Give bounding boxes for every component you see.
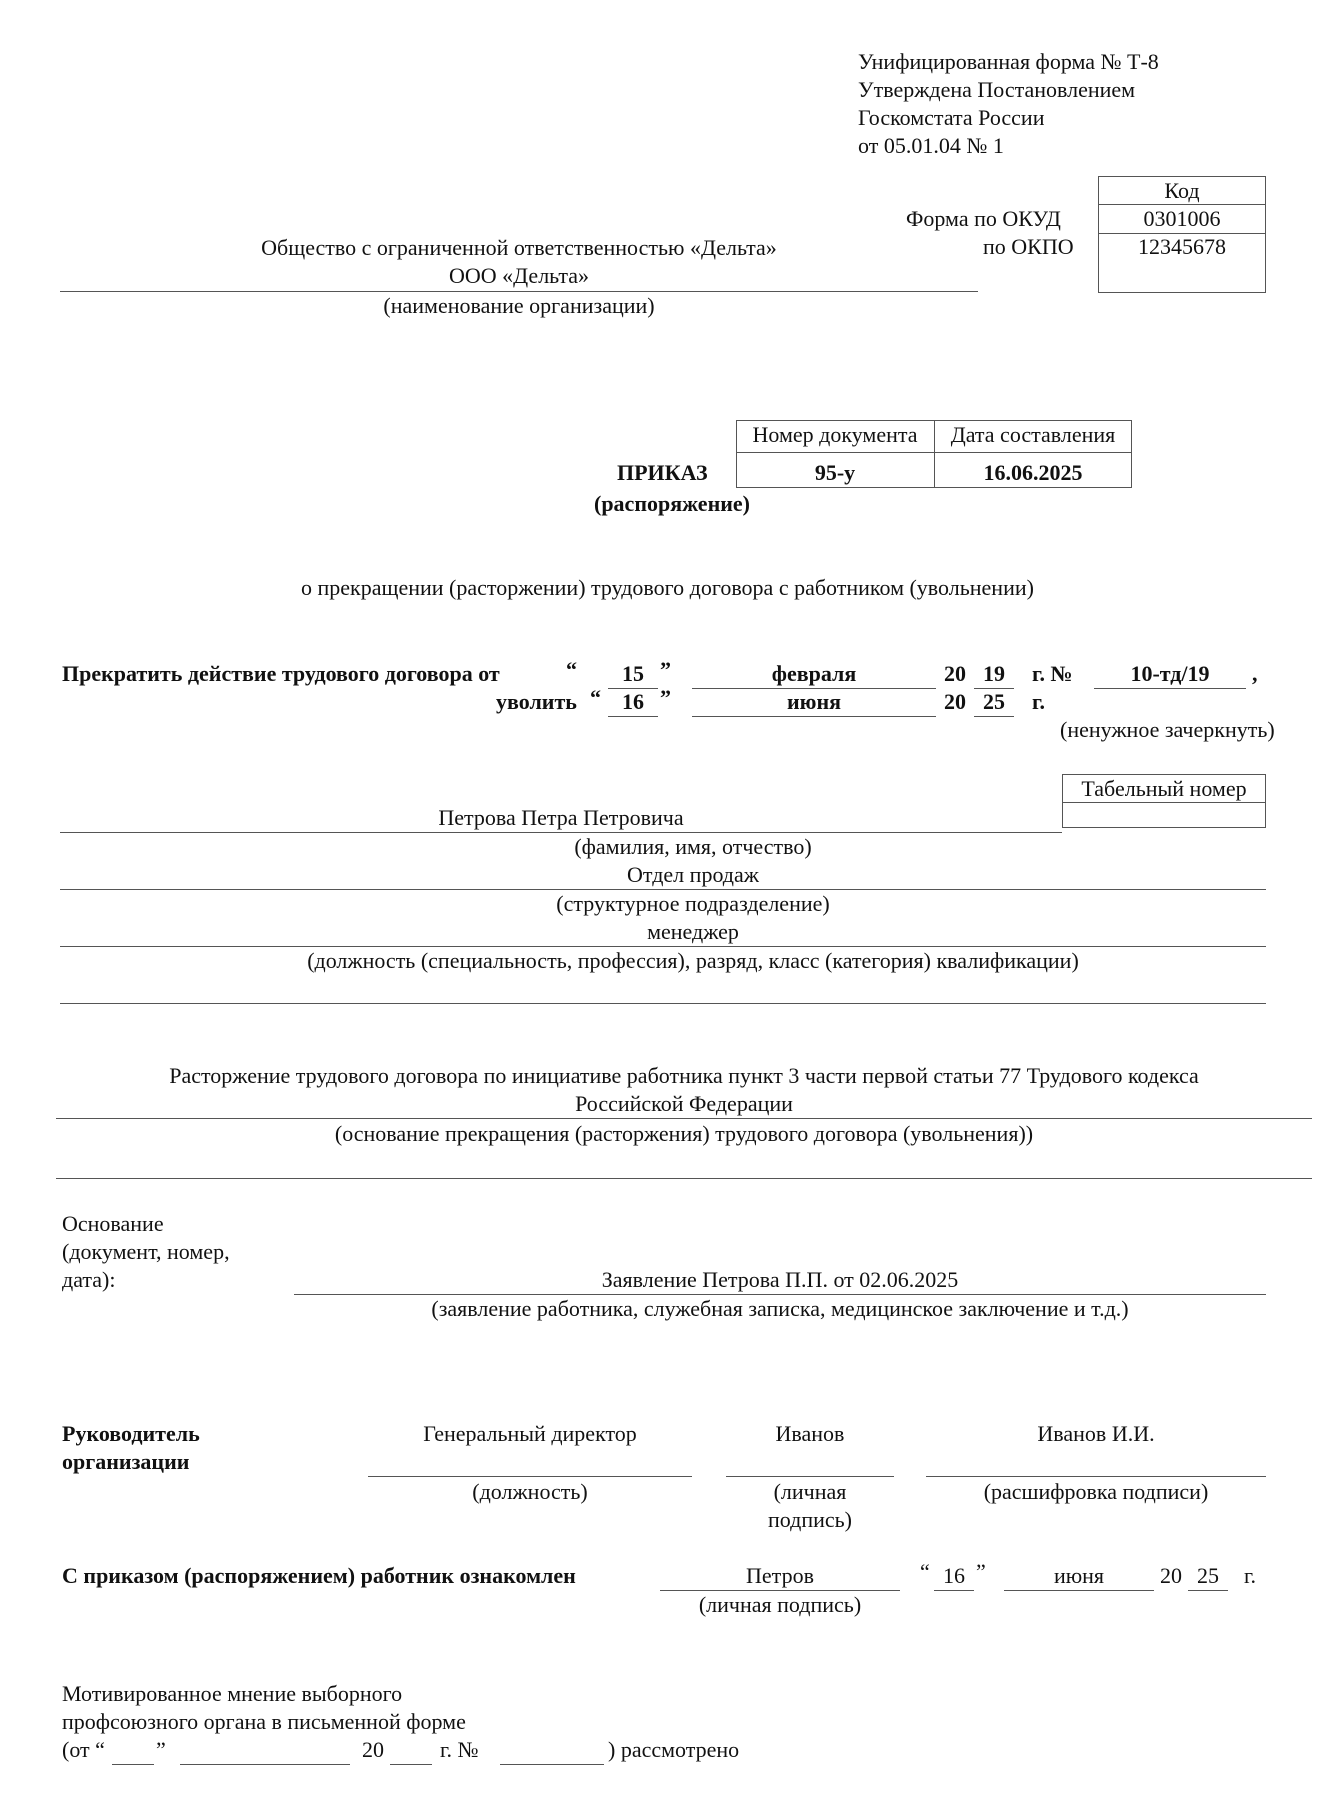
contract-comma: , — [1252, 661, 1258, 686]
code-header: Код — [1164, 178, 1200, 203]
head-position: Генеральный директор — [423, 1421, 637, 1446]
head-decoding-underline — [926, 1476, 1266, 1477]
head-signature-caption-line2: подпись) — [767, 1507, 852, 1532]
head-decoding-caption: (расшифровка подписи) — [983, 1479, 1209, 1504]
union-line1: Мотивированное мнение выборного — [62, 1681, 403, 1706]
dismiss-quote-close: ” — [660, 685, 671, 710]
basis-label-line1: Основание — [62, 1211, 164, 1236]
dismiss-label: уволить — [496, 689, 577, 714]
basis-label-line2: (документ, номер, — [62, 1239, 230, 1264]
dismiss-day: 16 — [622, 689, 644, 714]
reason-blank-underline — [56, 1178, 1312, 1179]
acquainted-month: июня — [1053, 1563, 1105, 1588]
union-year-underline — [390, 1764, 432, 1765]
head-signature-caption-line1: (личная — [773, 1479, 847, 1504]
rasporyazhenie-title: (распоряжение) — [594, 491, 751, 516]
terminate-quote-close: ” — [660, 657, 671, 682]
union-from-close: ” — [156, 1737, 166, 1762]
doc-number-value: 95-у — [814, 460, 856, 485]
dismiss-g: г. — [1032, 689, 1046, 714]
terminate-year-suffix: 19 — [983, 661, 1005, 686]
dismiss-year-underline — [974, 716, 1014, 717]
doc-number-header: Номер документа — [752, 422, 918, 447]
okud-value: 0301006 — [1143, 206, 1221, 231]
doc-date-value: 16.06.2025 — [983, 460, 1083, 485]
acquainted-day: 16 — [943, 1563, 965, 1588]
order-subject: о прекращении (расторжении) трудового договора с работником (увольнении) — [301, 575, 1034, 600]
form-title-line4: от 05.01.04 № 1 — [858, 133, 1004, 158]
doc-date-header: Дата составления — [950, 422, 1116, 447]
dismiss-year-prefix: 20 — [944, 689, 966, 714]
position-caption: (должность (специальность, профессия), разряд, класс (категория) квалификации) — [307, 948, 1079, 973]
head-signature: Иванов — [775, 1421, 845, 1446]
head-signature-underline — [726, 1476, 894, 1477]
organization-short-name: ООО «Дельта» — [448, 263, 590, 288]
basis-value: Заявление Петрова П.П. от 02.06.2025 — [601, 1267, 959, 1292]
reason-line2: Российской Федерации — [575, 1091, 793, 1116]
strike-note: (ненужное зачеркнуть) — [1060, 717, 1275, 742]
basis-caption: (заявление работника, служебная записка, медицинское заключение и т.д.) — [431, 1296, 1129, 1321]
employee-position: менеджер — [647, 919, 739, 944]
contract-number-underline — [1094, 688, 1246, 689]
contract-number: 10-тд/19 — [1130, 661, 1210, 686]
prikaz-title: ПРИКАЗ — [617, 460, 708, 485]
reason-underline — [56, 1118, 1312, 1119]
acquainted-quote-open: “ — [920, 1559, 930, 1584]
okpo-label: по ОКПО — [983, 234, 1074, 259]
dismiss-quote-open: “ — [590, 685, 601, 710]
terminate-label: Прекратить действие трудового договора от — [62, 661, 500, 686]
reason-caption: (основание прекращения (расторжения) трудового договора (увольнения)) — [334, 1121, 1034, 1146]
acquainted-year-suffix: 25 — [1197, 1563, 1219, 1588]
union-day-underline — [112, 1764, 154, 1765]
acquainted-label: С приказом (распоряжением) работник ознакомлен — [62, 1563, 576, 1588]
dismiss-day-underline — [608, 716, 658, 717]
tab-number-header: Табельный номер — [1081, 776, 1247, 801]
union-number-underline — [500, 1764, 604, 1765]
acquainted-day-underline — [934, 1590, 974, 1591]
head-decoding: Иванов И.И. — [1037, 1421, 1155, 1446]
dismiss-month: июня — [786, 689, 842, 714]
employee-signature: Петров — [746, 1563, 814, 1588]
union-line2: профсоюзного органа в письменной форме — [62, 1709, 466, 1734]
terminate-number-label: г. № — [1032, 661, 1073, 686]
organization-caption: (наименование организации) — [383, 293, 655, 318]
form-title-line2: Утверждена Постановлением — [858, 77, 1136, 102]
acquainted-year-prefix: 20 — [1160, 1563, 1182, 1588]
acquainted-month-underline — [1004, 1590, 1154, 1591]
blank-underline — [60, 1003, 1266, 1004]
terminate-day: 15 — [622, 661, 644, 686]
okud-label: Форма по ОКУД — [906, 206, 1061, 231]
organization-full-name: Общество с ограниченной ответственностью «Дельта» — [261, 235, 777, 260]
dismiss-year-suffix: 25 — [983, 689, 1005, 714]
form-title-line3: Госкомстата России — [858, 105, 1045, 130]
employee-name-caption: (фамилия, имя, отчество) — [574, 834, 812, 859]
acquainted-quote-close: ” — [976, 1559, 986, 1584]
acquainted-year-underline — [1188, 1590, 1228, 1591]
acquainted-g: г. — [1244, 1563, 1257, 1588]
employee-department: Отдел продаж — [627, 862, 759, 887]
head-position-underline — [368, 1476, 692, 1477]
employee-name: Петрова Петра Петровича — [438, 805, 684, 830]
terminate-year-prefix: 20 — [944, 661, 966, 686]
department-caption: (структурное подразделение) — [556, 891, 830, 916]
union-year-prefix: 20 — [362, 1737, 384, 1762]
union-number-label: г. № — [440, 1737, 479, 1762]
head-position-caption: (должность) — [472, 1479, 588, 1504]
okpo-value: 12345678 — [1138, 234, 1226, 259]
form-title-line1: Унифицированная форма № Т-8 — [858, 49, 1159, 74]
terminate-month: февраля — [771, 661, 857, 686]
union-from-open: (от “ — [62, 1737, 105, 1762]
head-label-line2: организации — [62, 1449, 190, 1474]
reason-line1: Расторжение трудового договора по инициативе работника пункт 3 части первой статьи 77 Трудового кодекса — [169, 1063, 1199, 1088]
union-month-underline — [180, 1764, 350, 1765]
head-label-line1: Руководитель — [62, 1421, 200, 1446]
basis-label-line3: дата): — [62, 1267, 116, 1292]
employee-signature-caption: (личная подпись) — [698, 1592, 862, 1617]
terminate-quote-open: “ — [566, 657, 577, 682]
union-reviewed: ) рассмотрено — [608, 1737, 740, 1762]
dismiss-month-underline — [692, 716, 936, 717]
